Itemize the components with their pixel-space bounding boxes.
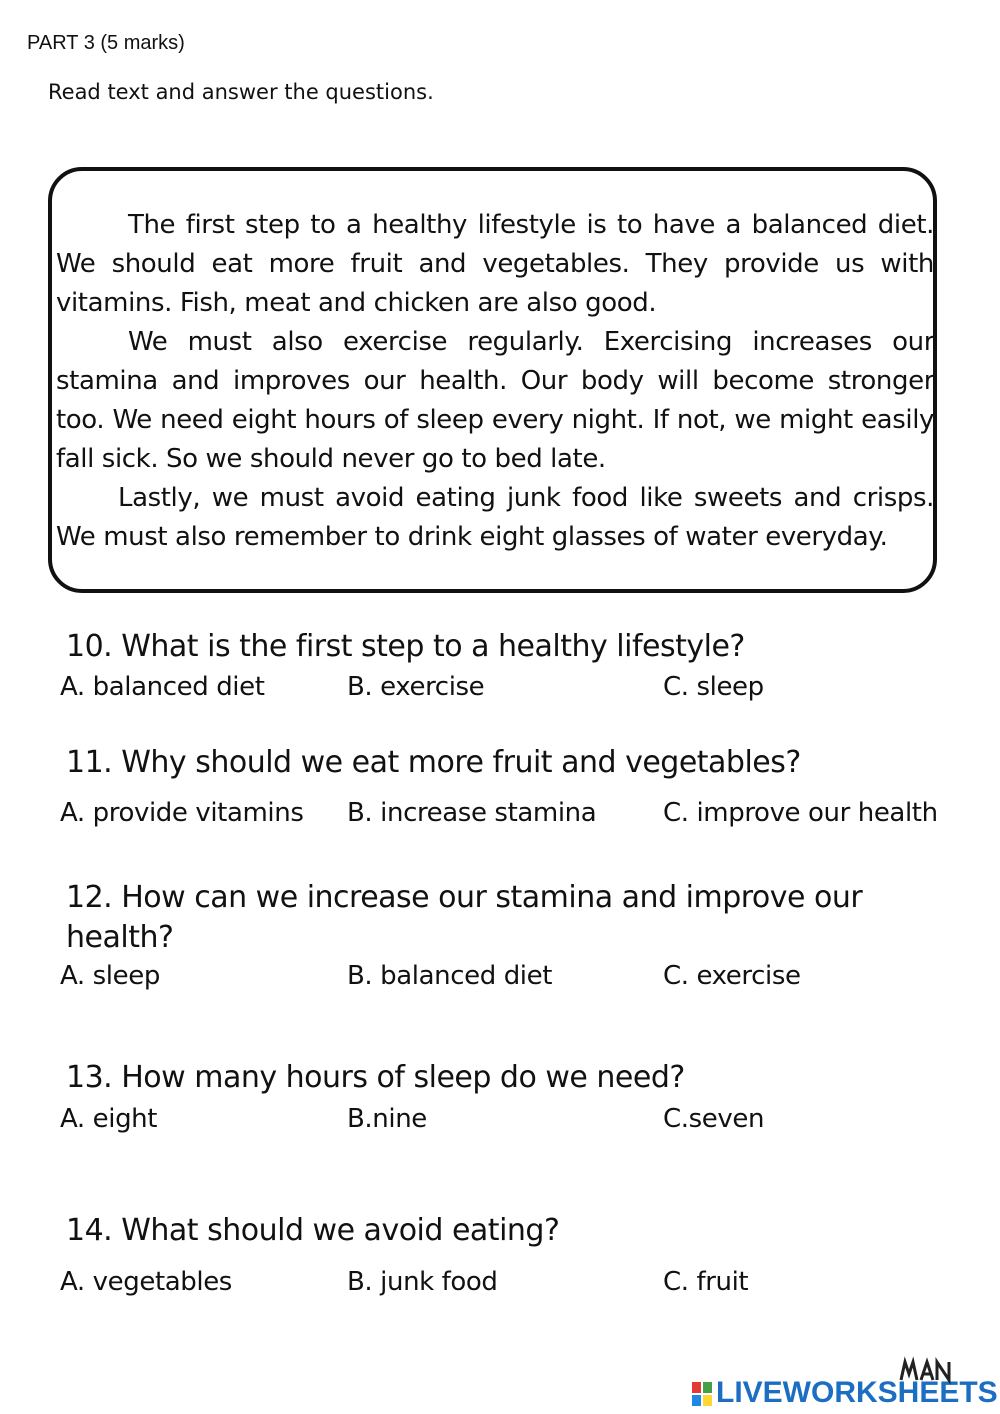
option-12-a[interactable]: A. sleep <box>60 961 160 991</box>
option-10-b[interactable]: B. exercise <box>347 672 485 702</box>
passage-paragraph: Lastly, we must avoid eating junk food like sweets and crisps. We must also remember to drink eight glasses of water everyday. <box>56 483 934 552</box>
option-12-b[interactable]: B. balanced diet <box>347 961 553 991</box>
question-10: 10. What is the first step to a healthy lifestyle? <box>66 629 745 664</box>
option-11-a[interactable]: A. provide vitamins <box>60 798 304 828</box>
option-11-b[interactable]: B. increase stamina <box>347 798 597 828</box>
question-14: 14. What should we avoid eating? <box>66 1213 560 1248</box>
logo-badge-icon <box>692 1382 712 1406</box>
question-12: 12. How can we increase our stamina and improve our health? <box>66 880 863 955</box>
option-14-b[interactable]: B. junk food <box>347 1267 498 1297</box>
option-11-c[interactable]: C. improve our health <box>663 798 938 828</box>
option-13-b[interactable]: B.nine <box>347 1104 427 1134</box>
question-13: 13. How many hours of sleep do we need? <box>66 1060 685 1095</box>
logo-text: LIVEWORKSHEETS <box>716 1376 998 1409</box>
option-10-a[interactable]: A. balanced diet <box>60 672 265 702</box>
author-stamp-icon <box>897 1356 953 1386</box>
passage-paragraph: The first step to a healthy lifestyle is to have a balanced diet. We should eat more fruit and vegetables. They provide us with vitamins. Fish, meat and chicken are also good. <box>56 210 934 318</box>
option-13-c[interactable]: C.seven <box>663 1104 765 1134</box>
part-title: PART 3 (5 marks) <box>27 32 185 54</box>
passage-paragraph: We must also exercise regularly. Exercising increases our stamina and improves our health. Our body will become stronger too. We need eight hours of sleep every night. If not, we might easily fall sick. So we should never go to bed late. <box>56 327 934 474</box>
option-12-c[interactable]: C. exercise <box>663 961 801 991</box>
liveworksheets-logo <box>692 1356 998 1412</box>
reading-passage <box>56 206 934 557</box>
instruction-text: Read text and answer the questions. <box>48 80 434 104</box>
option-10-c[interactable]: C. sleep <box>663 672 764 702</box>
option-14-a[interactable]: A. vegetables <box>60 1267 232 1297</box>
question-11: 11. Why should we eat more fruit and vegetables? <box>66 745 801 780</box>
option-14-c[interactable]: C. fruit <box>663 1267 749 1297</box>
option-13-a[interactable]: A. eight <box>60 1104 158 1134</box>
